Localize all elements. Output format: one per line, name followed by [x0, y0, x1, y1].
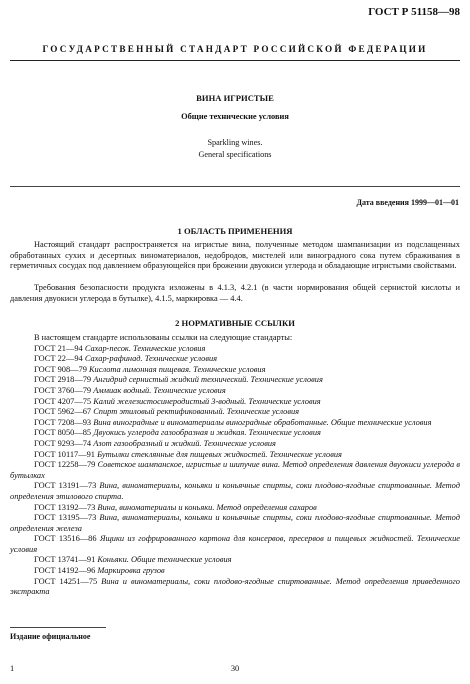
reference-item	[10, 577, 460, 598]
reference-code: ГОСТ 12258—79	[34, 460, 98, 470]
page-number-center: 30	[230, 664, 240, 673]
section-2-heading: 2 НОРМАТИВНЫЕ ССЫЛКИ	[175, 318, 295, 328]
document-title: ВИНА ИГРИСТЫЕ	[196, 93, 274, 103]
reference-item	[10, 439, 460, 450]
reference-title: Вина и виноматериалы, соки плодово-ягодные спиртованные. Метод определения приведенного экстракта	[10, 576, 460, 597]
reference-title: Вина, виноматериалы, коньяки и коньячные спирты, соки плодово-ягодные спиртованные. Метод определения этилового спирта.	[10, 481, 460, 501]
reference-item	[10, 460, 460, 481]
reference-code: ГОСТ 8050—85	[34, 428, 94, 438]
introduction-date: Дата введения 1999—01—01	[356, 198, 459, 207]
reference-code: ГОСТ 10117—91	[34, 449, 98, 459]
section-1-paragraph-1	[10, 240, 460, 272]
paragraph-text: Настоящий стандарт распространяется на игристые вина, полученные методом шампанизации из подслащенных обработанных сухих и десертных виноматериалов, недобродов, мистелей или виноградного сока путем сбраживания в герметичных сосудах под давлением образующейся при брожении двуокиси углерода и обладающие игристыми свойствами.	[10, 240, 460, 271]
reference-item	[10, 397, 460, 408]
reference-code: ГОСТ 13191—73	[34, 481, 100, 491]
reference-item	[10, 555, 460, 566]
reference-title: Азот газообразный и жидкий. Технические условия	[93, 438, 276, 448]
document-subtitle: Общие технические условия	[181, 112, 289, 121]
reference-code: ГОСТ 5962—67	[34, 407, 94, 417]
footer-rule	[10, 627, 106, 628]
reference-title: Вина, виноматериалы и коньяки. Метод определения сахаров	[97, 502, 317, 512]
reference-title: Маркировка грузов	[97, 566, 165, 576]
reference-item	[10, 375, 460, 386]
reference-code: ГОСТ 13516—86	[34, 534, 100, 544]
reference-code: ГОСТ 22—94	[34, 354, 85, 364]
reference-title: Коньяки. Общие технические условия	[97, 555, 232, 565]
reference-code: ГОСТ 14192—96	[34, 566, 98, 576]
normative-references	[10, 333, 460, 598]
reference-code: ГОСТ 4207—75	[34, 396, 94, 406]
reference-item	[10, 503, 460, 514]
references-intro: В настоящем стандарте использованы ссылки на следующие стандарты:	[34, 333, 293, 342]
reference-title: Сахар-рафинад. Технические условия	[84, 354, 218, 364]
reference-item	[10, 354, 460, 365]
top-rule	[10, 60, 460, 61]
reference-title: Спирт этиловый ректификованный. Технические условия	[93, 407, 300, 417]
reference-item	[10, 386, 460, 397]
reference-code: ГОСТ 2918—79	[34, 375, 94, 385]
reference-item	[10, 450, 460, 461]
reference-item	[10, 365, 460, 376]
reference-title: Советское шампанское, игристые и шипучие вина. Метод определения давления двуокиси углерода в бутылках	[10, 460, 460, 480]
reference-item	[10, 418, 460, 429]
reference-item	[10, 428, 460, 439]
reference-list	[10, 344, 460, 598]
reference-title: Вина виноградные и виноматериалы виноградные обработанные. Общие технические условия	[93, 417, 432, 427]
reference-item	[10, 481, 460, 502]
english-title-block	[0, 137, 470, 161]
reference-title: Вина, виноматериалы, коньяки и коньячные спирты, соки плодово-ягодные спиртованные. Метод определения железа	[10, 513, 460, 533]
reference-item	[10, 513, 460, 534]
reference-title: Ящики из гофрированного картона для консервов, пресервов и пищевых жидкостей. Технические условия	[10, 534, 460, 554]
section-1-paragraph-2	[10, 283, 460, 304]
reference-title: Бутылки стеклянные для пищевых жидкостей. Технические условия	[97, 449, 342, 459]
reference-code: ГОСТ 13192—73	[34, 502, 98, 512]
reference-item	[10, 344, 460, 355]
reference-title: Аммиак водный. Технические условия	[93, 385, 226, 395]
reference-code: ГОСТ 14251—75	[34, 576, 102, 586]
reference-title: Калий железистосинеродистый 3-водный. Технические условия	[93, 396, 321, 406]
reference-title: Кислота лимонная пищевая. Технические условия	[89, 364, 266, 374]
standard-title: ГОСУДАРСТВЕННЫЙ СТАНДАРТ РОССИЙСКОЙ ФЕДЕРАЦИИ	[42, 44, 428, 54]
middle-rule	[10, 186, 460, 187]
gost-number: ГОСТ Р 51158—98	[368, 6, 460, 18]
reference-code: ГОСТ 9293—74	[34, 438, 94, 448]
reference-code: ГОСТ 3760—79	[34, 385, 94, 395]
reference-title: Двуокись углерода газообразная и жидкая. Технические условия	[93, 428, 321, 438]
english-title: Sparkling wines.	[207, 138, 263, 147]
reference-code: ГОСТ 7208—93	[34, 417, 94, 427]
reference-code: ГОСТ 21—94	[34, 343, 85, 353]
reference-title: Ангидрид сернистый жидкий технический. Технические условия	[93, 375, 323, 385]
reference-item	[10, 407, 460, 418]
edition-label: Издание официальное	[10, 632, 91, 641]
english-subtitle: General specifications	[198, 150, 272, 159]
reference-item	[10, 566, 460, 577]
reference-code: ГОСТ 13195—73	[34, 513, 100, 523]
section-1-heading: 1 ОБЛАСТЬ ПРИМЕНЕНИЯ	[177, 226, 293, 236]
paragraph-text: Требования безопасности продукта изложены в 4.1.3, 4.2.1 (в части нормирования общей сернистой кислоты и давления двуокиси углерода в бутылке), 4.1.5, маркировка — 4.4.	[10, 283, 460, 303]
reference-title: Сахар-песок. Технические условия	[84, 343, 206, 353]
reference-code: ГОСТ 13741—91	[34, 555, 98, 565]
reference-item	[10, 534, 460, 555]
page-number-left: 1	[10, 664, 15, 673]
reference-code: ГОСТ 908—79	[34, 364, 89, 374]
